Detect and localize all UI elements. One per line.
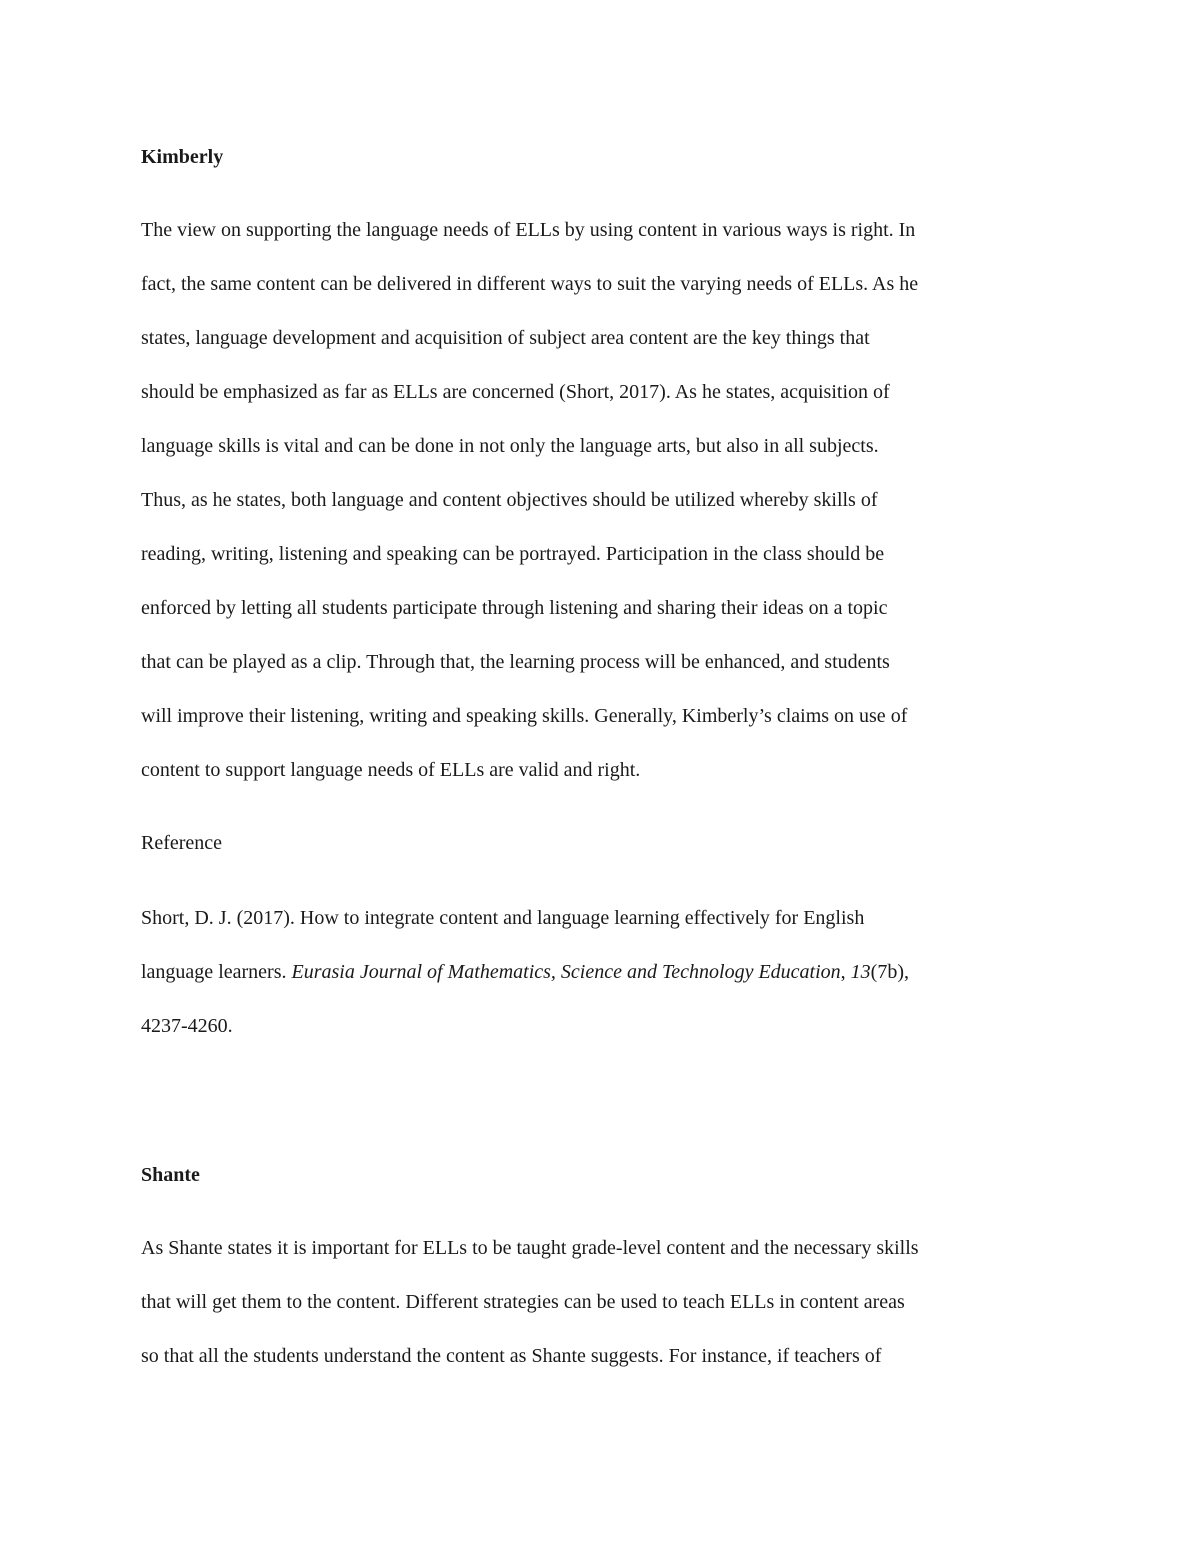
paragraph-line: that can be played as a clip. Through that, the learning process will be enhanced, and students xyxy=(141,651,890,673)
reference-volume: 13 xyxy=(850,961,871,983)
paragraph-line: content to support language needs of ELLs are valid and right. xyxy=(141,759,641,781)
paragraph-line: language skills is vital and can be done in not only the language arts, but also in all subjects. xyxy=(141,435,879,457)
paragraph-line: states, language development and acquisition of subject area content are the key things that xyxy=(141,327,870,349)
paragraph-line: fact, the same content can be delivered in different ways to suit the varying needs of ELLs. As he xyxy=(141,273,919,295)
reference-text: language learners. xyxy=(141,961,292,983)
reference-journal-title: Eurasia Journal of Mathematics, Science and Technology Education xyxy=(291,961,841,983)
paragraph-line: The view on supporting the language needs of ELLs by using content in various ways is right. In xyxy=(141,219,916,241)
section-heading-shante: Shante xyxy=(141,1164,200,1186)
paragraph-line: Thus, as he states, both language and content objectives should be utilized whereby skills of xyxy=(141,489,878,511)
paragraph-line: that will get them to the content. Different strategies can be used to teach ELLs in content areas xyxy=(141,1291,905,1313)
reference-line-2 xyxy=(141,957,909,987)
reference-heading: Reference xyxy=(141,832,223,854)
reference-separator: , xyxy=(840,961,851,983)
paragraph-line: reading, writing, listening and speaking can be portrayed. Participation in the class should be xyxy=(141,543,885,565)
paragraph-line: As Shante states it is important for ELLs to be taught grade-level content and the necessary skills xyxy=(141,1237,919,1259)
paragraph-line: so that all the students understand the content as Shante suggests. For instance, if teachers of xyxy=(141,1345,882,1367)
reference-line-1: Short, D. J. (2017). How to integrate content and language learning effectively for English xyxy=(141,907,865,929)
reference-issue: (7b), xyxy=(870,961,909,983)
paragraph-line: will improve their listening, writing and speaking skills. Generally, Kimberly’s claims on use of xyxy=(141,705,908,727)
paragraph-line: enforced by letting all students participate through listening and sharing their ideas on a topic xyxy=(141,597,888,619)
section-heading-kimberly: Kimberly xyxy=(141,146,224,168)
reference-pages: 4237-4260. xyxy=(141,1015,233,1037)
paragraph-line: should be emphasized as far as ELLs are concerned (Short, 2017). As he states, acquisition of xyxy=(141,381,890,403)
